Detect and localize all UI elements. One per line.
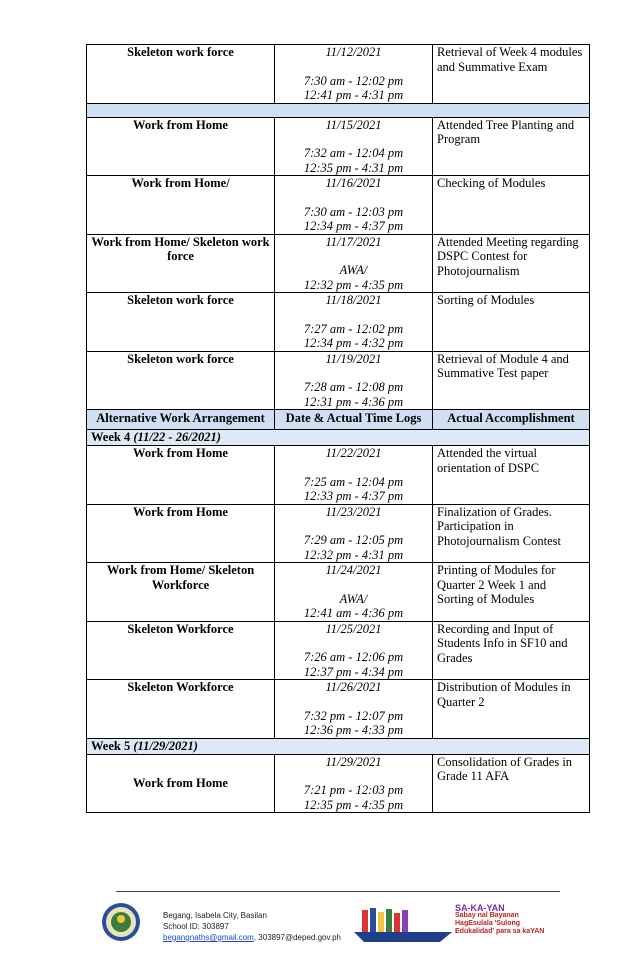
arrangement-cell: Work from Home — [87, 446, 275, 505]
log-time-pm: 12:33 pm - 4:37 pm — [303, 489, 404, 503]
header-col2: Date & Actual Time Logs — [275, 410, 433, 430]
log-time-pm: 12:35 pm - 4:31 pm — [303, 160, 404, 175]
table-row — [87, 563, 590, 622]
log-time-pm: 12:36 pm - 4:33 pm — [303, 723, 404, 737]
log-time-am: AWA/ — [339, 263, 368, 277]
arrangement-cell: Skeleton Workforce — [87, 621, 275, 680]
footer-address: Begang, Isabela City, Basilan — [163, 911, 267, 920]
time-log-cell — [275, 680, 433, 739]
log-time-am: 7:28 am - 12:08 pm — [303, 380, 404, 394]
time-log-cell — [275, 621, 433, 680]
log-time-pm: 12:41 am - 4:36 pm — [303, 606, 404, 620]
accomplishment-cell: Finalization of Grades. Participation in Photojournalism Contest — [433, 504, 590, 563]
log-date: 11/15/2021 — [325, 117, 382, 132]
arrangement-cell: Skeleton work force — [87, 293, 275, 352]
log-date: 11/29/2021 — [325, 754, 382, 769]
table-row — [87, 446, 590, 505]
header-col3: Actual Accomplishment — [433, 410, 590, 430]
footer-divider — [116, 891, 560, 892]
log-time-pm: 12:35 pm - 4:35 pm — [303, 797, 404, 812]
table-row — [87, 351, 590, 410]
time-log-cell — [275, 504, 433, 563]
log-date: 11/25/2021 — [325, 621, 382, 636]
accomplishment-cell: Attended Meeting regarding DSPC Contest for Photojournalism — [433, 234, 590, 293]
time-log-cell — [275, 293, 433, 352]
log-time-am: 7:25 am - 12:04 pm — [303, 474, 404, 489]
week-label-cell — [87, 430, 590, 446]
week-row — [87, 738, 590, 754]
log-time-am: 7:32 am - 12:04 pm — [303, 146, 404, 160]
time-log-cell — [275, 117, 433, 176]
accomplishment-cell: Retrieval of Week 4 modules and Summative Exam — [433, 45, 590, 104]
log-date: 11/23/2021 — [325, 504, 382, 519]
log-time-pm: 12:32 pm - 4:31 pm — [303, 547, 404, 562]
log-date: 11/17/2021 — [325, 234, 382, 249]
arrangement-cell: Work from Home — [87, 504, 275, 563]
arrangement-cell: Work from Home/ — [87, 176, 275, 235]
log-date: 11/26/2021 — [325, 680, 382, 694]
accomplishment-cell: Retrieval of Module 4 and Summative Test paper — [433, 351, 590, 410]
week-label: Week 5 — [91, 738, 131, 753]
header-col1: Alternative Work Arrangement — [87, 410, 275, 430]
time-log-table — [86, 44, 590, 813]
arrangement-cell: Skeleton Workforce — [87, 680, 275, 739]
school-seal-logo — [98, 902, 144, 942]
week-label: Week 4 — [91, 430, 131, 444]
footer-email-link[interactable]: begangnaths@gmail.com — [163, 933, 254, 942]
log-time-pm: 12:31 pm - 4:36 pm — [303, 394, 404, 409]
time-log-cell — [275, 176, 433, 235]
arrangement-cell: Skeleton work force — [87, 351, 275, 410]
table-row — [87, 680, 590, 739]
log-date: 11/12/2021 — [325, 45, 382, 59]
logo-tagline: Sabay nal Bayanan HagEsulala 'Sulong Edukalidad' para sa kaYAN — [455, 912, 545, 935]
log-time-am: 7:30 am - 12:02 pm — [303, 73, 404, 88]
arrangement-cell: Work from Home/ Skeleton work force — [87, 234, 275, 293]
table-row — [87, 176, 590, 235]
logo-title: SA-KA-YAN — [455, 903, 505, 913]
log-time-am: 7:21 pm - 12:03 pm — [303, 783, 404, 797]
week-range: (11/22 - 26/2021) — [133, 430, 221, 444]
table-header-row — [87, 410, 590, 430]
arrangement-cell: Work from Home — [87, 754, 275, 813]
log-time-am: 7:26 am - 12:06 pm — [303, 650, 404, 664]
time-log-cell — [275, 446, 433, 505]
log-date: 11/24/2021 — [325, 563, 382, 577]
table-row — [87, 117, 590, 176]
time-log-cell — [275, 754, 433, 813]
log-time-pm: 12:32 pm - 4:35 pm — [303, 277, 404, 292]
table-row — [87, 504, 590, 563]
week-range: (11/29/2021) — [133, 738, 198, 753]
log-date: 11/19/2021 — [325, 351, 382, 366]
week-label-cell — [87, 738, 590, 754]
log-date: 11/22/2021 — [325, 446, 382, 460]
footer-school-id: School ID: 303897 — [163, 922, 229, 931]
table-row — [87, 45, 590, 104]
log-time-pm: 12:34 pm - 4:37 pm — [303, 219, 404, 233]
time-log-cell — [275, 563, 433, 622]
spacer-row — [87, 103, 590, 117]
accomplishment-cell: Checking of Modules — [433, 176, 590, 235]
accomplishment-cell: Consolidation of Grades in Grade 11 AFA — [433, 754, 590, 813]
accomplishment-cell: Attended the virtual orientation of DSPC — [433, 446, 590, 505]
table-row — [87, 293, 590, 352]
log-time-am: AWA/ — [339, 591, 368, 606]
log-time-am: 7:27 am - 12:02 pm — [303, 321, 404, 336]
week-row — [87, 430, 590, 446]
log-date: 11/18/2021 — [325, 293, 382, 307]
log-time-pm: 12:37 pm - 4:34 pm — [303, 664, 404, 679]
arrangement-cell: Work from Home — [87, 117, 275, 176]
accomplishment-cell: Attended Tree Planting and Program — [433, 117, 590, 176]
log-date: 11/16/2021 — [325, 176, 382, 190]
table-row — [87, 754, 590, 813]
table-row — [87, 234, 590, 293]
arrangement-cell: Skeleton work force — [87, 45, 275, 104]
footer-contact — [163, 932, 341, 943]
log-time-pm: 12:41 pm - 4:31 pm — [303, 88, 404, 102]
time-log-cell — [275, 234, 433, 293]
arrangement-cell: Work from Home/ Skeleton Workforce — [87, 563, 275, 622]
accomplishment-cell: Printing of Modules for Quarter 2 Week 1 and Sorting of Modules — [433, 563, 590, 622]
accomplishment-cell: Distribution of Modules in Quarter 2 — [433, 680, 590, 739]
accomplishment-cell: Recording and Input of Students Info in SF10 and Grades — [433, 621, 590, 680]
log-time-am: 7:30 am - 12:03 pm — [303, 204, 404, 219]
footer-email-secondary: , 303897@deped.gov.ph — [253, 933, 341, 942]
footer-address-block — [163, 910, 341, 943]
log-time-am: 7:29 am - 12:05 pm — [303, 533, 404, 547]
log-time-pm: 12:34 pm - 4:32 pm — [303, 336, 404, 350]
table-row — [87, 621, 590, 680]
time-log-cell — [275, 351, 433, 410]
accomplishment-cell: Sorting of Modules — [433, 293, 590, 352]
time-log-cell — [275, 45, 433, 104]
log-time-am: 7:32 pm - 12:07 pm — [303, 708, 404, 723]
sakayan-logo-text — [455, 904, 555, 936]
